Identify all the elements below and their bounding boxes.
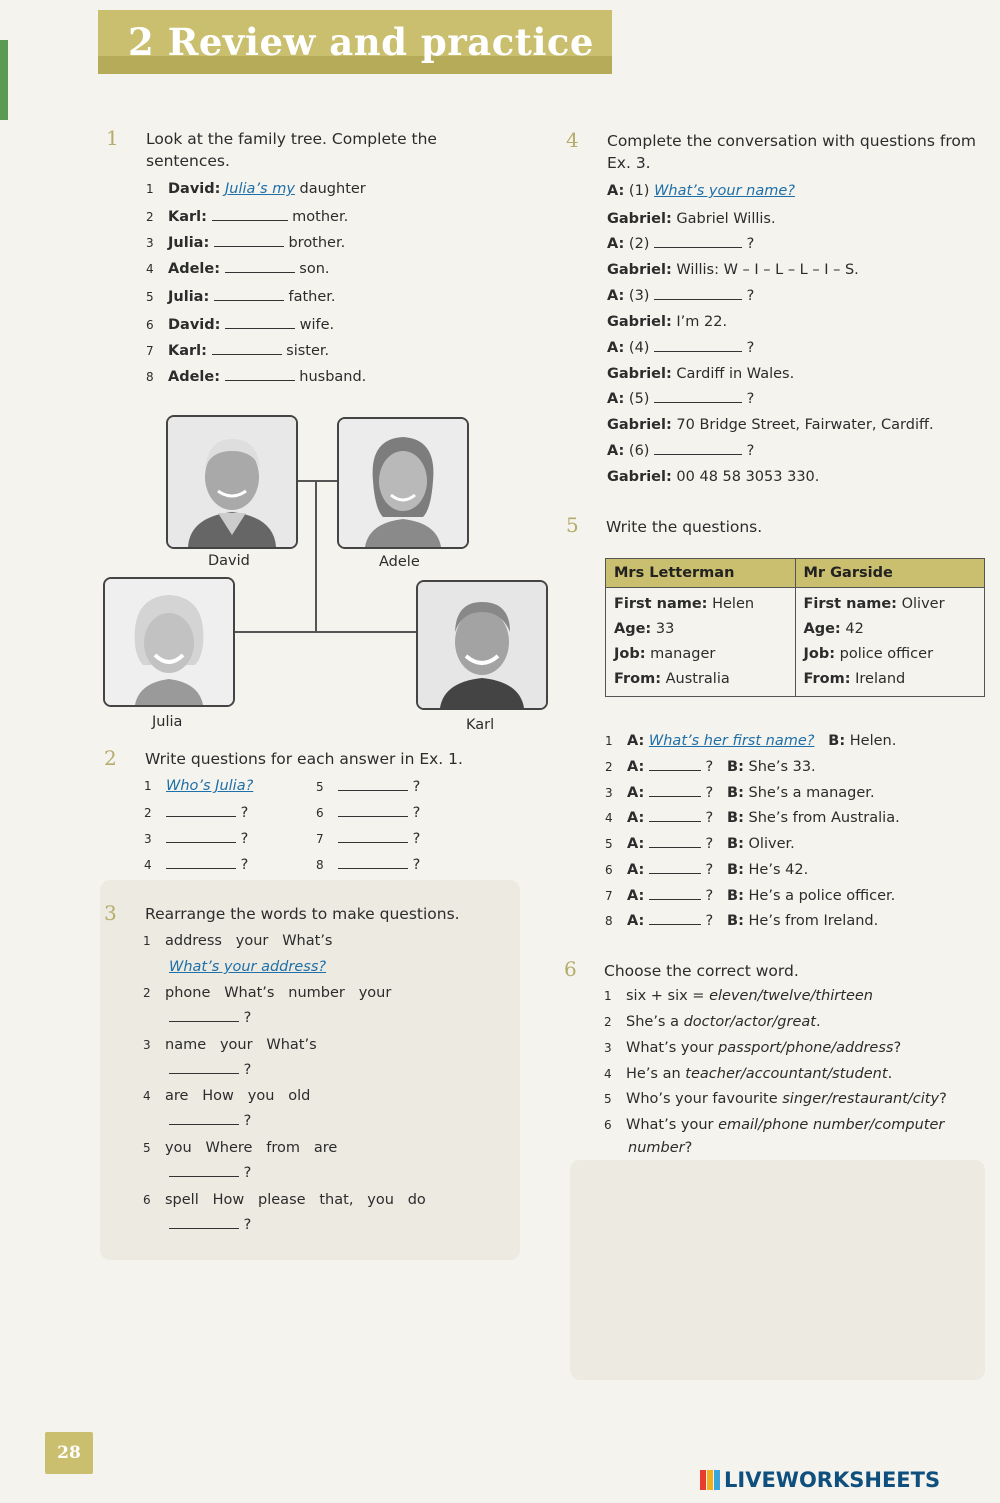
ex5-info-table: [605, 558, 985, 697]
ex2-item-3: 3 ?: [144, 831, 249, 847]
ex5-blank-7[interactable]: [649, 898, 701, 900]
ex3-item-2: 2 phone What’s number your: [143, 985, 392, 1001]
ex4-reply-6: Gabriel: 00 48 58 3053 330.: [607, 469, 820, 485]
ex2-blank-8[interactable]: [338, 867, 408, 869]
label-adele: Adele: [379, 554, 420, 570]
ex6-options-4[interactable]: teacher/accountant/student: [685, 1066, 888, 1082]
ex1-blank-8[interactable]: [225, 379, 295, 381]
photo-david: [166, 415, 298, 549]
ex3-line-6: ?: [169, 1217, 251, 1233]
ex3-answer-1-line: [169, 959, 326, 975]
ex3-item-5: 5 you Where from are: [143, 1140, 338, 1156]
ex4-blank-3[interactable]: [654, 298, 742, 300]
ex4-line-4: A: (4) ?: [607, 340, 755, 356]
tree-line-children: [232, 631, 416, 633]
ex3-item-6: 6 spell How please that, you do: [143, 1192, 426, 1208]
ex5-blank-4[interactable]: [649, 820, 701, 822]
ex6-options-3[interactable]: passport/phone/address: [718, 1040, 894, 1056]
ex3-line-2: ?: [169, 1010, 251, 1026]
ex2-item-6: 6 ?: [316, 805, 421, 821]
page-number: 28: [45, 1432, 93, 1474]
ex3-blank-4[interactable]: [169, 1123, 239, 1125]
ex2-blank-3[interactable]: [166, 841, 236, 843]
ex5-blank-6[interactable]: [649, 872, 701, 874]
table-header-letterman: Mrs Letterman: [606, 559, 796, 588]
ex3-item-3: 3 name your What’s: [143, 1037, 317, 1053]
ex4-line-5: A: (5) ?: [607, 391, 755, 407]
ex5-item-2: 2 A: ? B: She’s 33.: [605, 759, 816, 775]
ex5-answer-1: What’s her first name?: [648, 733, 815, 749]
ex1-blank-6[interactable]: [225, 327, 295, 329]
ex6-options-5[interactable]: singer/restaurant/city: [782, 1091, 940, 1107]
ex3-line-4: ?: [169, 1113, 251, 1129]
photo-karl: [416, 580, 548, 710]
ex1-item-4: 4 Adele: son.: [146, 261, 330, 277]
ex2-item-4: 4 ?: [144, 857, 249, 873]
ex5-item-8: 8 A: ? B: He’s from Ireland.: [605, 913, 879, 929]
photo-adele: [337, 417, 469, 549]
ex5-item-7: 7 A: ? B: He’s a police officer.: [605, 888, 896, 904]
ex3-number: 3: [104, 901, 117, 925]
ex1-answer-1: Julia’s my: [225, 181, 295, 197]
ex2-item-2: 2 ?: [144, 805, 249, 821]
ex1-item-1: 1 David: Julia’s my daughter: [146, 181, 366, 197]
label-david: David: [208, 553, 250, 569]
ex4-line-3: A: (3) ?: [607, 288, 755, 304]
ex3-blank-3[interactable]: [169, 1072, 239, 1074]
ex6-instruction: Choose the correct word.: [604, 962, 799, 980]
table-header-garside: Mr Garside: [795, 559, 985, 588]
ex1-blank-5[interactable]: [214, 299, 284, 301]
ex4-blank-2[interactable]: [654, 246, 742, 248]
ex4-blank-4[interactable]: [654, 350, 742, 352]
ex1-item-2: 2 Karl: mother.: [146, 209, 349, 225]
ex2-blank-5[interactable]: [338, 789, 408, 791]
ex2-blank-7[interactable]: [338, 841, 408, 843]
ex6-options-6-cont[interactable]: number: [628, 1140, 685, 1156]
ex4-line-2: A: (2) ?: [607, 236, 755, 252]
ex6-item-6-line2: number?: [628, 1140, 693, 1156]
ex4-reply-5: Gabriel: 70 Bridge Street, Fairwater, Cardiff.: [607, 417, 934, 433]
ex3-blank-5[interactable]: [169, 1175, 239, 1177]
ex3-blank-2[interactable]: [169, 1020, 239, 1022]
tree-line-down: [315, 480, 317, 632]
ex1-blank-7[interactable]: [212, 353, 282, 355]
young-man-portrait-icon: [418, 582, 546, 708]
ex5-item-4: 4 A: ? B: She’s from Australia.: [605, 810, 900, 826]
ex1-item-3: 3 Julia: brother.: [146, 235, 346, 251]
ex6-item-5: 5 Who’s your favourite singer/restaurant/city?: [604, 1091, 947, 1107]
ex2-item-5: 5 ?: [316, 779, 421, 795]
ex1-item-6: 6 David: wife.: [146, 317, 335, 333]
ex2-blank-2[interactable]: [166, 815, 236, 817]
ex1-blank-4[interactable]: [225, 271, 295, 273]
ex4-instruction: Complete the conversation with questions from Ex. 3.: [607, 132, 976, 172]
ex4-line-6: A: (6) ?: [607, 443, 755, 459]
woman-portrait-icon: [339, 419, 467, 547]
ex4-reply-4: Gabriel: Cardiff in Wales.: [607, 366, 795, 382]
label-julia: Julia: [152, 714, 183, 730]
ex4-blank-6[interactable]: [654, 453, 742, 455]
ex2-number: 2: [104, 746, 117, 770]
ex5-blank-8[interactable]: [649, 923, 701, 925]
ex2-item-1: 1 Who’s Julia?: [144, 778, 254, 794]
ex1-instruction: Look at the family tree. Complete the sentences.: [146, 130, 437, 170]
photo-julia: [103, 577, 235, 707]
ex3-answer-1: What’s your address?: [169, 959, 327, 975]
ex6-item-6: 6 What’s your email/phone number/computer: [604, 1117, 945, 1133]
ex2-instruction: Write questions for each answer in Ex. 1.: [145, 750, 463, 768]
ex6-item-4: 4 He’s an teacher/accountant/student.: [604, 1066, 893, 1082]
page-title: 2 Review and practice: [128, 20, 594, 64]
ex3-line-3: ?: [169, 1062, 251, 1078]
ex6-options-6[interactable]: email/phone number/computer: [718, 1117, 945, 1133]
ex1-blank-3[interactable]: [214, 245, 284, 247]
binding-strip: [0, 40, 8, 120]
table-cell-garside: First name: Oliver Age: 42 Job: police officer From: Ireland: [795, 588, 985, 697]
liveworksheets-logo[interactable]: [700, 1468, 940, 1492]
ex6-options-2[interactable]: doctor/actor/great: [683, 1014, 816, 1030]
ex4-reply-2: Gabriel: Willis: W – I – L – L – I – S.: [607, 262, 859, 278]
ex5-item-6: 6 A: ? B: He’s 42.: [605, 862, 809, 878]
ex3-item-4: 4 are How you old: [143, 1088, 311, 1104]
ex2-item-7: 7 ?: [316, 831, 421, 847]
ex6-options-1[interactable]: eleven/twelve/thirteen: [709, 988, 873, 1004]
ex4-number: 4: [566, 128, 579, 152]
man-portrait-icon: [168, 417, 296, 547]
ex2-blank-4[interactable]: [166, 867, 236, 869]
ex1-blank-2[interactable]: [212, 219, 288, 221]
ex5-item-3: 3 A: ? B: She’s a manager.: [605, 785, 875, 801]
ex3-line-5: ?: [169, 1165, 251, 1181]
ex5-item-5: 5 A: ? B: Oliver.: [605, 836, 795, 852]
ex3-blank-6[interactable]: [169, 1227, 239, 1229]
ex5-blank-2[interactable]: [649, 769, 701, 771]
ex2-blank-6[interactable]: [338, 815, 408, 817]
ex4-reply-1: Gabriel: Gabriel Willis.: [607, 211, 776, 227]
ex6-number: 6: [564, 957, 577, 981]
ex4-blank-5[interactable]: [654, 401, 742, 403]
ex1-item-7: 7 Karl: sister.: [146, 343, 330, 359]
ex4-line-1: A: (1) What’s your name?: [607, 183, 795, 199]
ex4-reply-3: Gabriel: I’m 22.: [607, 314, 728, 330]
ex5-item-1: 1 A: What’s her first name? B: Helen.: [605, 733, 897, 749]
ex5-blank-5[interactable]: [649, 846, 701, 848]
ex1-item-8: 8 Adele: husband.: [146, 369, 367, 385]
ex5-instruction: Write the questions.: [606, 518, 763, 536]
ex1-number: 1: [106, 126, 119, 150]
ex5-blank-3[interactable]: [649, 795, 701, 797]
faded-panel-right: [570, 1160, 985, 1380]
ex5-number: 5: [566, 513, 579, 537]
ex3-item-1: 1 address your What’s: [143, 933, 333, 949]
table-cell-letterman: First name: Helen Age: 33 Job: manager From: Australia: [606, 588, 796, 697]
label-karl: Karl: [466, 717, 495, 733]
ex2-answer-1: Who’s Julia?: [166, 778, 254, 794]
ex6-item-3: 3 What’s your passport/phone/address?: [604, 1040, 902, 1056]
liveworksheets-logo-icon: [700, 1470, 720, 1490]
ex6-item-2: 2 She’s a doctor/actor/great.: [604, 1014, 821, 1030]
girl-portrait-icon: [105, 579, 233, 705]
ex3-instruction: Rearrange the words to make questions.: [145, 905, 460, 923]
ex1-item-5: 5 Julia: father.: [146, 289, 336, 305]
logo-text: LIVEWORKSHEETS: [724, 1468, 941, 1492]
ex4-answer-1: What’s your name?: [654, 183, 795, 199]
ex6-item-1: 1 six + six = eleven/twelve/thirteen: [604, 988, 873, 1004]
ex2-item-8: 8 ?: [316, 857, 421, 873]
